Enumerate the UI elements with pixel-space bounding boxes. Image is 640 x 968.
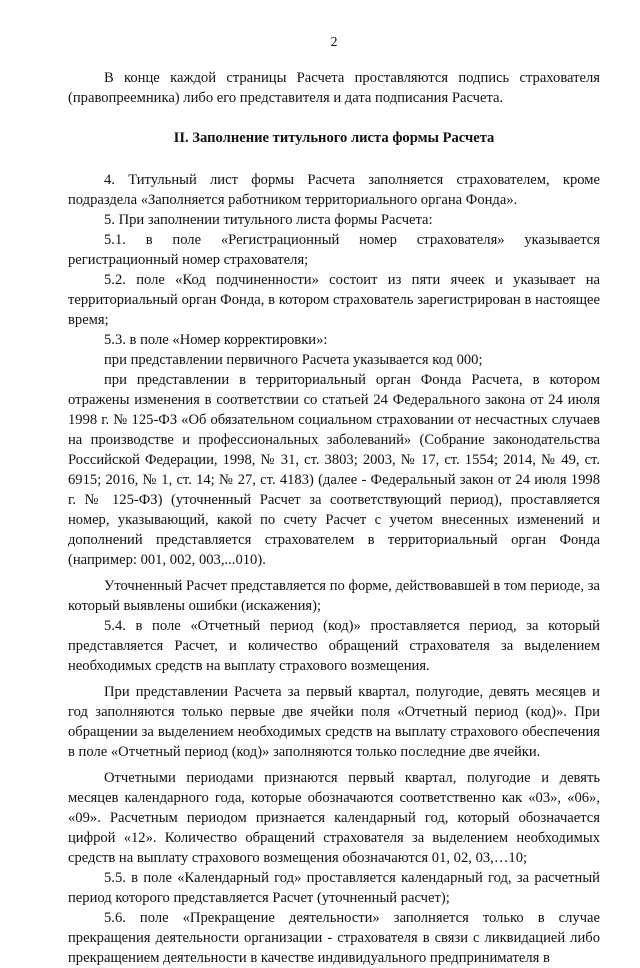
paragraph-4: 4. Титульный лист формы Расчета заполняется страхователем, кроме подраздела «Заполняется работником территориального органа Фонда».	[68, 172, 600, 208]
paragraph-5-3: 5.3. в поле «Номер корректировки»:	[104, 332, 328, 348]
paragraph-5-6: 5.6. поле «Прекращение деятельности» заполняется только в случае прекращения деятельности организации - страхователя в связи с ликвидацией либо прекращением деятельности в качестве индивидуального предпринимателя в	[68, 910, 600, 966]
paragraph-5: 5. При заполнении титульного листа формы Расчета:	[104, 212, 433, 228]
paragraph-5-3-primary: при представлении первичного Расчета указывается код 000;	[104, 352, 483, 368]
intro-paragraph: В конце каждой страницы Расчета проставляются подпись страхователя (правопреемника) либо его представителя и дата подписания Расчета.	[68, 70, 600, 106]
section-title: II. Заполнение титульного листа формы Расчета	[173, 130, 495, 146]
paragraph-corrected-form: Уточненный Расчет представляется по форме, действовавшей в том периоде, за который выявлены ошибки (искажения);	[68, 578, 600, 614]
paragraph-5-2: 5.2. поле «Код подчиненности» состоит из пяти ячеек и указывает на территориальный орган Фонда, в котором страхователь зарегистрирован в настоящее время;	[68, 272, 600, 328]
paragraph-5-4: 5.4. в поле «Отчетный период (код)» проставляется период, за который представляется Расчет, и количество обращений страхователя за выделением необходимых средств на выплату страхового возмещения.	[68, 618, 600, 674]
paragraph-5-5: 5.5. в поле «Календарный год» проставляется календарный год, за расчетный период которого представляется Расчет (уточненный расчет);	[68, 870, 600, 906]
paragraph-5-4-cells: При представлении Расчета за первый квартал, полугодие, девять месяцев и год заполняются только первые две ячейки поля «Отчетный период (код)». При обращении за выделением необходимых средств на выплату страхового обеспечения в поле «Отчетный период (код)» заполняются только последние две ячейки.	[68, 684, 600, 760]
paragraph-5-4-periods: Отчетными периодами признаются первый квартал, полугодие и девять месяцев календарного года, которые обозначаются соответственно как «03», «06», «09». Расчетным периодом признается календарный год, который обозначается цифрой «12». Количество обращений страхователя за выделением необходимых средств на выплату страхового возмещения обозначаются 01, 02, 03,…10;	[68, 770, 600, 866]
paragraph-5-1: 5.1. в поле «Регистрационный номер страхователя» указывается регистрационный номер страхователя;	[68, 232, 600, 268]
page-number: 2	[330, 35, 338, 50]
document-page	[68, 34, 600, 968]
paragraph-5-3-corrected: при представлении в территориальный орган Фонда Расчета, в котором отражены изменения в соответствии со статьей 24 Федерального закона от 24 июля 1998 г. № 125-ФЗ «Об обязательном социальном страховании от несчастных случаев на производстве и профессиональных заболеваний» (Собрание законодательства Российской Федерации, 1998, № 31, ст. 3803; 2003, № 17, ст. 1554; 2014, № 49, ст. 6915; 2016, № 1, ст. 14; № 27, ст. 4183) (далее - Федеральный закон от 24 июля 1998 г. № 125-ФЗ) (уточненный Расчет за соответствующий период), проставляется номер, указывающий, какой по счету Расчет с учетом внесенных изменений и дополнений представляется страхователем в территориальный орган Фонда (например: 001, 002, 003,...010).	[68, 372, 600, 568]
